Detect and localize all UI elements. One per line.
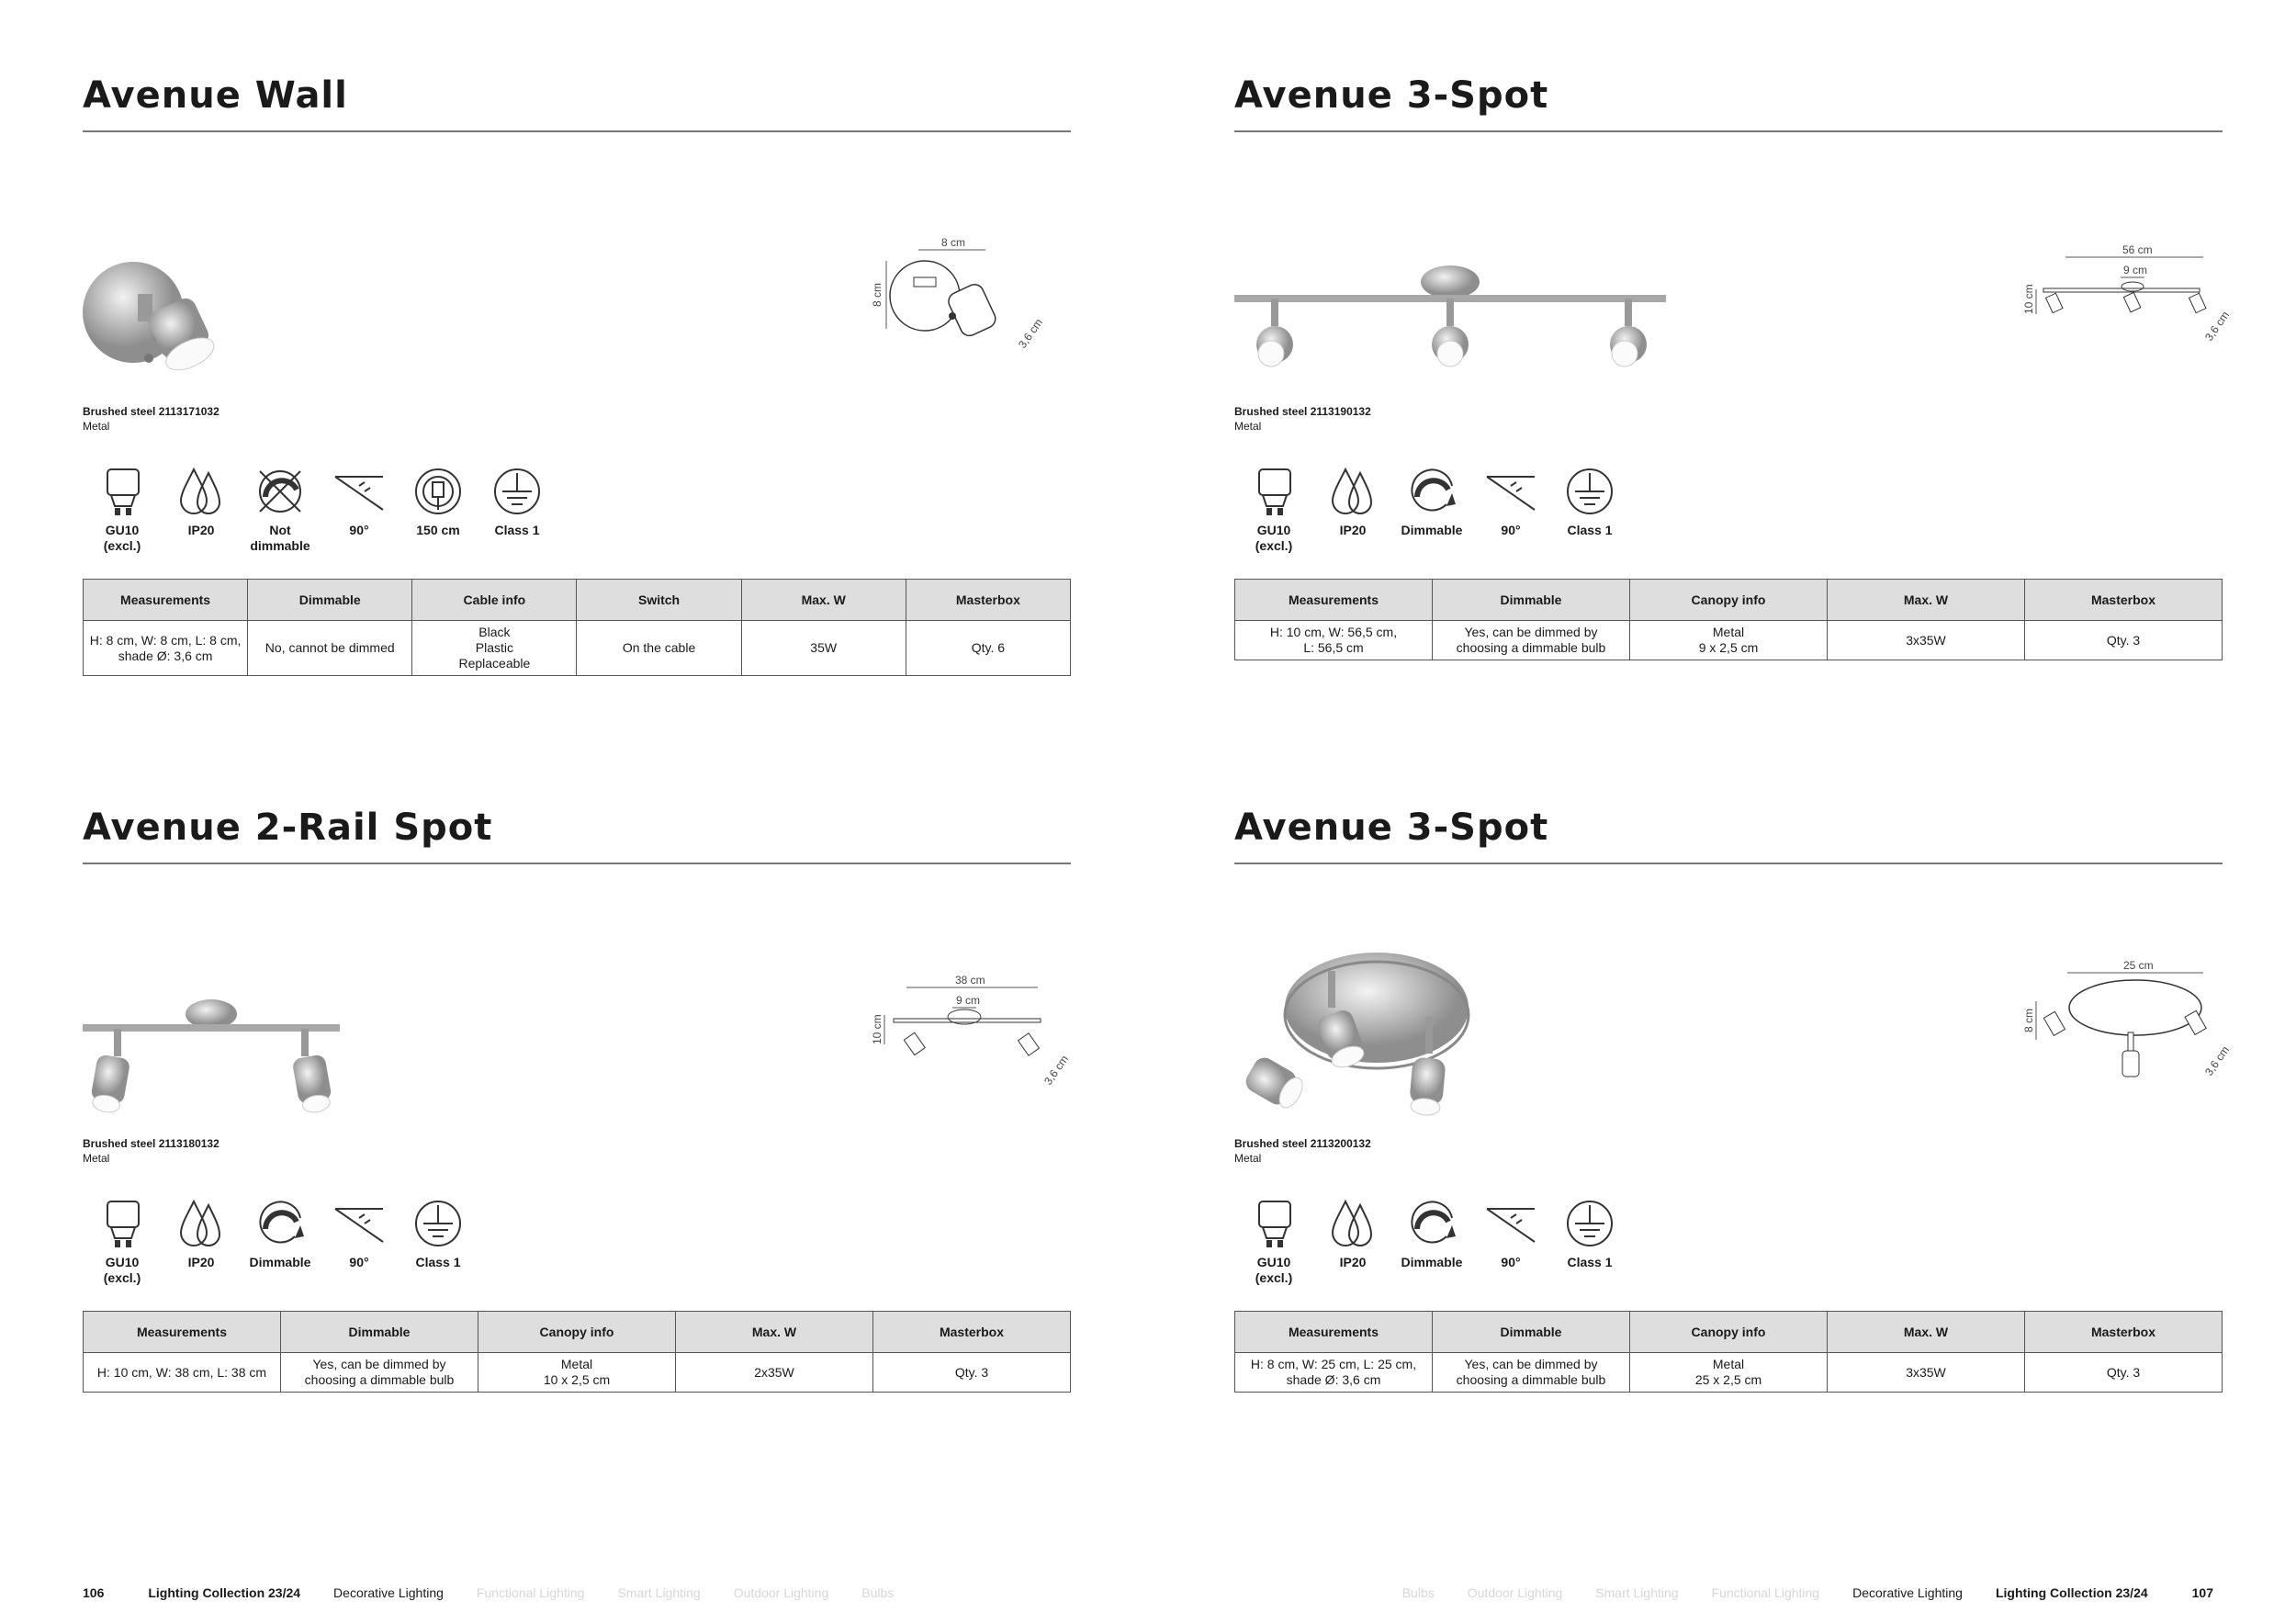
column-header: Switch [577,580,741,621]
dim-left-label: 10 cm [2022,284,2035,314]
column-header: Cable info [412,580,577,621]
nav-smart-lighting[interactable]: Smart Lighting [1595,1585,1679,1600]
column-header: Measurements [1235,1312,1433,1353]
feature-label: IP20 [187,523,215,537]
product-avenue-wall [83,73,1071,698]
table-cell: On the cable [577,621,741,676]
product-title: Avenue 3-Spot [1234,74,1549,117]
ip20-feature [162,1196,241,1286]
title-divider [83,130,1071,132]
ip20-icon [174,464,229,519]
product-avenue-2-rail-spot [83,806,1071,1430]
table-cell: 3x35W [1828,621,2025,660]
feature-label: Not dimmable [250,523,310,553]
product-photo [1234,943,1455,1122]
class1-feature [399,1196,478,1286]
dim-top-label: 8 cm [941,236,966,249]
column-header: Masterbox [873,1312,1071,1353]
angle-icon [332,1196,387,1251]
feature-label: Dimmable [1401,523,1463,537]
table-cell: H: 8 cm, W: 8 cm, L: 8 cm, shade Ø: 3,6 cm [84,621,248,676]
column-header: Dimmable [281,1312,478,1353]
cable-icon [411,464,466,519]
dimmable-icon [253,1196,308,1251]
dimmable-feature [1392,464,1471,554]
dim-diag-label: 3,6 cm [2201,309,2233,344]
ip20-icon [174,1196,229,1251]
table-cell: Yes, can be dimmed by choosing a dimmable bulb [1433,1353,1630,1393]
dim-left-label: 8 cm [871,282,884,307]
spec-table [83,579,1071,676]
spot-1 [1256,299,1293,367]
table-cell: Metal 25 x 2,5 cm [1630,1353,1828,1393]
ip20-icon [1325,464,1380,519]
column-header: Max. W [741,580,906,621]
nav-outdoor-lighting[interactable]: Outdoor Lighting [1467,1585,1563,1600]
feature-label: GU10 (excl.) [103,523,141,553]
nav-smart-lighting[interactable]: Smart Lighting [617,1585,701,1600]
product-caption [83,1136,219,1166]
collection-label: Lighting Collection 23/24 [148,1585,301,1600]
table-cell: 2x35W [676,1353,873,1393]
dim-left-label: 10 cm [871,1014,884,1044]
dimension-drawing [868,236,1071,358]
angle-feature [320,1196,399,1286]
spec-table [1234,579,2223,660]
dimmable-feature [1392,1196,1471,1286]
nav-functional-lighting[interactable]: Functional Lighting [476,1585,585,1600]
product-avenue-3-spot-round [1234,806,2233,1430]
angle-icon [332,464,387,519]
gu10-feature [83,464,162,554]
table-header-row [84,580,1071,621]
feature-label: Class 1 [1567,523,1613,537]
product-caption [83,404,219,434]
nav-outdoor-lighting[interactable]: Outdoor Lighting [733,1585,829,1600]
cable-feature [399,464,478,554]
spot-3 [1610,299,1647,367]
spot-2 [1432,299,1469,367]
feature-label: 90° [1501,523,1521,537]
gu10-feature [1234,464,1313,554]
table-row [1235,1353,2223,1393]
dim-top-label: 38 cm [955,974,985,987]
not-dimmable-feature [241,464,320,554]
table-cell: H: 8 cm, W: 25 cm, L: 25 cm, shade Ø: 3,6 cm [1235,1353,1433,1393]
column-header: Dimmable [1433,1312,1630,1353]
product-photo [1234,262,1666,381]
spec-table [1234,1311,2223,1393]
feature-label: 90° [1501,1255,1521,1269]
product-title: Avenue 2-Rail Spot [83,806,493,849]
gu10-icon [95,464,150,519]
material-label: Metal [1234,1152,1262,1165]
feature-label: 150 cm [416,523,460,537]
class1-feature [1550,1196,1629,1286]
nav-bulbs[interactable]: Bulbs [1401,1585,1435,1600]
dimmable-feature [241,1196,320,1286]
title-divider [1234,130,2223,132]
feature-icons [83,464,557,554]
nav-decorative-lighting[interactable]: Decorative Lighting [333,1585,444,1600]
dimension-drawing [2020,239,2233,358]
sku-label: Brushed steel 2113200132 [1234,1137,1371,1150]
table-cell: Metal 9 x 2,5 cm [1630,621,1828,660]
spec-table [83,1311,1071,1393]
class1-icon [490,464,545,519]
material-label: Metal [83,420,110,433]
sku-label: Brushed steel 2113180132 [83,1137,219,1150]
feature-label: Dimmable [1401,1255,1463,1269]
ip20-icon [1325,1196,1380,1251]
gu10-feature [1234,1196,1313,1286]
dim-top-label: 25 cm [2123,959,2154,972]
dim-left-label: 8 cm [2022,1008,2035,1032]
feature-label: 90° [349,523,369,537]
column-header: Measurements [1235,580,1433,621]
class1-icon [411,1196,466,1251]
product-photo [83,257,248,386]
nav-decorative-lighting[interactable]: Decorative Lighting [1852,1585,1963,1600]
feature-label: Dimmable [249,1255,311,1269]
angle-icon [1483,1196,1538,1251]
table-header-row [1235,580,2223,621]
table-row [84,621,1071,676]
table-cell: Metal 10 x 2,5 cm [478,1353,676,1393]
collection-label: Lighting Collection 23/24 [1995,1585,2148,1600]
footer-left [83,1584,927,1602]
feature-label: IP20 [1339,523,1367,537]
product-caption [1234,1136,1371,1166]
feature-icons [83,1196,478,1286]
gu10-icon [1246,464,1301,519]
ip20-feature [162,464,241,554]
page-number: 107 [2191,1585,2213,1600]
angle-icon [1483,464,1538,519]
feature-label: 90° [349,1255,369,1269]
column-header: Dimmable [1433,580,1630,621]
nav-functional-lighting[interactable]: Functional Lighting [1711,1585,1820,1600]
column-header: Measurements [84,1312,281,1353]
column-header: Measurements [84,580,248,621]
not-dimmable-icon [253,464,308,519]
dimmable-icon [1404,464,1459,519]
table-cell: Qty. 3 [2025,621,2223,660]
product-avenue-3-spot-bar [1234,73,2233,698]
product-title: Avenue Wall [83,74,348,117]
feature-label: IP20 [1339,1255,1367,1269]
angle-feature [1471,464,1550,554]
nav-bulbs[interactable]: Bulbs [861,1585,895,1600]
ip20-feature [1313,1196,1392,1286]
product-title: Avenue 3-Spot [1234,806,1549,849]
dimension-drawing [868,971,1071,1090]
feature-label: Class 1 [1567,1255,1613,1269]
column-header: Masterbox [2025,580,2223,621]
dimmable-icon [1404,1196,1459,1251]
class1-icon [1562,464,1617,519]
column-header: Masterbox [2025,1312,2223,1353]
table-cell: Yes, can be dimmed by choosing a dimmable bulb [1433,621,1630,660]
table-header-row [84,1312,1071,1353]
material-label: Metal [1234,420,1262,433]
gu10-feature [83,1196,162,1286]
class1-feature [1550,464,1629,554]
class1-icon [1562,1196,1617,1251]
feature-label: GU10 (excl.) [1255,1255,1293,1285]
title-divider [1234,863,2223,864]
table-row [1235,621,2223,660]
class1-feature [478,464,557,554]
feature-label: Class 1 [415,1255,461,1269]
feature-icons [1234,464,1629,554]
table-cell: 3x35W [1828,1353,2025,1393]
feature-label: GU10 (excl.) [103,1255,141,1285]
dim-diag-label: 3,6 cm [2201,1043,2233,1078]
dim-top-label: 56 cm [2122,243,2153,256]
column-header: Canopy info [478,1312,676,1353]
product-photo [83,994,340,1122]
table-row [84,1353,1071,1393]
page-number: 106 [83,1585,105,1600]
table-cell: H: 10 cm, W: 38 cm, L: 38 cm [84,1353,281,1393]
table-header-row [1235,1312,2223,1353]
dim-diag-label: 3,6 cm [1041,1053,1072,1088]
table-cell: 35W [741,621,906,676]
table-cell: Black Plastic Replaceable [412,621,577,676]
column-header: Canopy info [1630,580,1828,621]
product-caption [1234,404,1371,434]
column-header: Max. W [1828,1312,2025,1353]
footer-right [1402,1584,2213,1602]
table-cell: No, cannot be dimmed [248,621,412,676]
feature-label: GU10 (excl.) [1255,523,1293,553]
feature-icons [1234,1196,1629,1286]
dim-inner-label: 9 cm [956,994,981,1007]
column-header: Masterbox [906,580,1070,621]
table-cell: H: 10 cm, W: 56,5 cm, L: 56,5 cm [1235,621,1433,660]
dim-inner-label: 9 cm [2123,264,2148,276]
material-label: Metal [83,1152,110,1165]
table-cell: Qty. 3 [2025,1353,2223,1393]
angle-feature [320,464,399,554]
sku-label: Brushed steel 2113171032 [83,405,219,418]
feature-label: Class 1 [494,523,540,537]
feature-label: IP20 [187,1255,215,1269]
gu10-icon [1246,1196,1301,1251]
column-header: Canopy info [1630,1312,1828,1353]
title-divider [83,863,1071,864]
dimension-drawing [2020,957,2233,1100]
sku-label: Brushed steel 2113190132 [1234,405,1371,418]
angle-feature [1471,1196,1550,1286]
table-cell: Qty. 3 [873,1353,1071,1393]
table-cell: Yes, can be dimmed by choosing a dimmable bulb [281,1353,478,1393]
dim-diag-label: 3,6 cm [1015,316,1046,351]
column-header: Max. W [1828,580,2025,621]
column-header: Max. W [676,1312,873,1353]
column-header: Dimmable [248,580,412,621]
ip20-feature [1313,464,1392,554]
table-cell: Qty. 6 [906,621,1070,676]
gu10-icon [95,1196,150,1251]
